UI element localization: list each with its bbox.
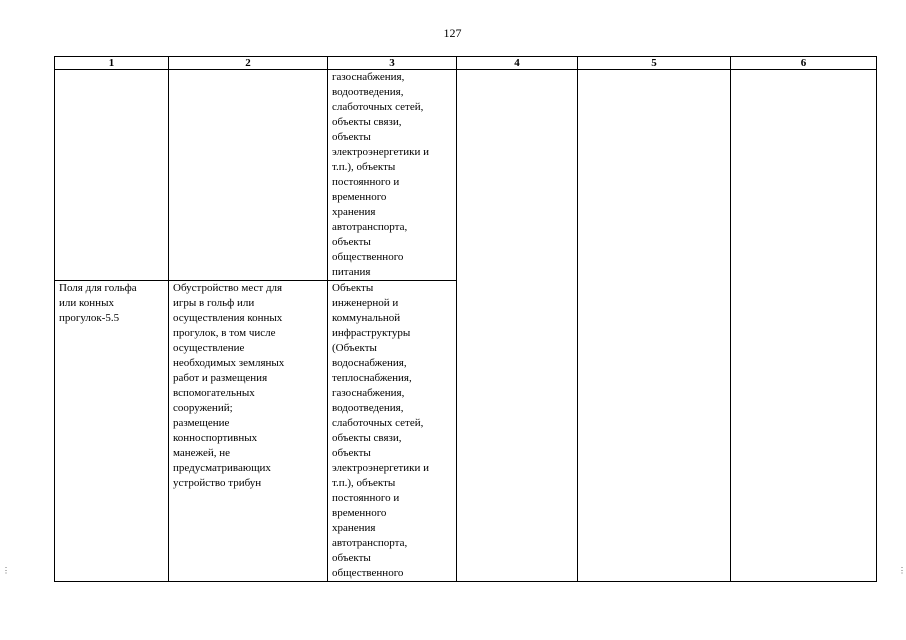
table-cell [731, 281, 877, 582]
column-header-6: 6 [731, 57, 877, 70]
land-use-description: Обустройство мест для игры в гольф или осуществления конных прогулок, в том числе осуществление необходимых земляных работ и размещения вспомогательных сооружений; размещение конноспортивных манежей, не предусматривающих устройство трибун [173, 282, 285, 489]
column-header-2: 2 [169, 57, 328, 70]
column-header-1: 1 [55, 57, 169, 70]
land-use-type: Поля для гольфа или конных прогулок-5.5 [59, 282, 137, 324]
table-row [55, 281, 877, 582]
table-row [55, 70, 877, 281]
table-cell [328, 70, 457, 281]
table-cell [457, 281, 578, 582]
table-cell [731, 70, 877, 281]
table-header-row [55, 57, 877, 70]
scan-edge-mark-left: ⋮ [2, 566, 10, 575]
scan-edge-mark-right: ⋮ [898, 566, 906, 575]
page-number: 127 [443, 26, 462, 40]
table-cell [457, 70, 578, 281]
column-header-5: 5 [578, 57, 731, 70]
cell-text: газоснабжения, водоотведения, слаботочных сетей, объекты связи, объекты электроэнергетики и т.п.), объекты постоянного и временного хранения автотранспорта, объекты общественного питания [332, 71, 429, 278]
column-header-3: 3 [328, 57, 457, 70]
permitted-objects: Объекты инженерной и коммунальной инфраструктуры (Объекты водоснабжения, теплоснабжения, газоснабжения, водоотведения, слаботочных сетей, объекты связи, объекты электроэнергетики и т.п.), объекты постоянного и временного хранения автотранспорта, объекты общественного [332, 282, 429, 579]
regulations-table [54, 56, 877, 582]
table-cell [55, 281, 169, 582]
column-header-4: 4 [457, 57, 578, 70]
table-cell [328, 281, 457, 582]
table-cell [578, 281, 731, 582]
table-cell [578, 70, 731, 281]
table-cell [169, 281, 328, 582]
table-cell [169, 70, 328, 281]
table-cell [55, 70, 169, 281]
